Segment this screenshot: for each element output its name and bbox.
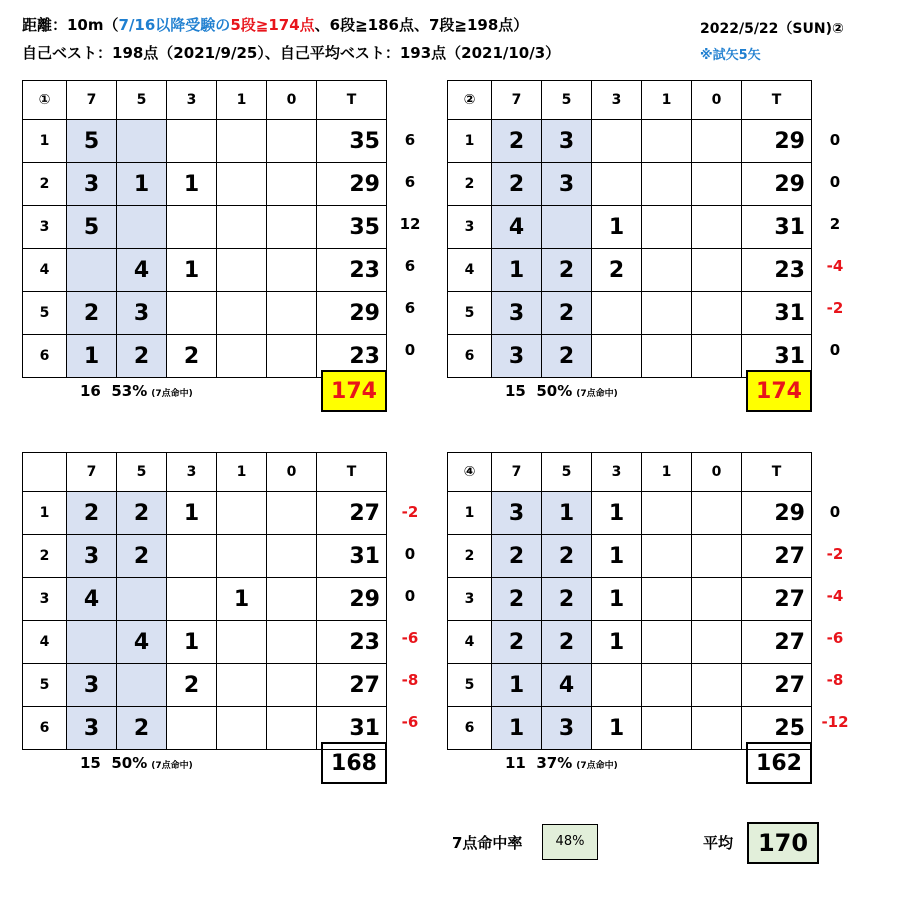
column-header: 7: [492, 453, 542, 492]
hit-count-cell: [692, 335, 742, 378]
score-row: [448, 206, 812, 249]
hit-count-cell: 1: [167, 249, 217, 292]
score-row: [23, 292, 387, 335]
hit-stats: [80, 382, 193, 400]
column-header: 1: [217, 81, 267, 120]
hit-count-cell: 4: [542, 664, 592, 707]
header-row: [448, 81, 812, 120]
end-number: 6: [23, 707, 67, 750]
end-total-cell: 27: [742, 664, 812, 707]
end-number: 2: [448, 163, 492, 206]
column-header: 5: [117, 81, 167, 120]
hit-count-cell: [642, 292, 692, 335]
hit-count-cell: [692, 120, 742, 163]
hit-count-cell: 3: [117, 292, 167, 335]
hit-count-cell: 2: [542, 578, 592, 621]
end-number: 4: [23, 249, 67, 292]
hit-count-cell: [267, 578, 317, 621]
hit-count-cell: [692, 621, 742, 664]
diff-column: [812, 491, 858, 743]
diff-value: 0: [404, 341, 416, 359]
hit-count-cell: 1: [492, 664, 542, 707]
hit-count-cell: 2: [542, 292, 592, 335]
score-row: [23, 535, 387, 578]
hit-count-cell: [692, 292, 742, 335]
diff-value: 0: [404, 587, 416, 605]
hit-count-cell: 2: [492, 163, 542, 206]
hit-count-cell: [267, 120, 317, 163]
score-row: [23, 249, 387, 292]
end-number: 5: [448, 292, 492, 335]
hit-count-cell: [167, 120, 217, 163]
hit-count-cell: [592, 664, 642, 707]
column-header: 1: [642, 81, 692, 120]
hit-count-cell: [692, 578, 742, 621]
hit-count-cell: [642, 621, 692, 664]
column-header: T: [742, 453, 812, 492]
column-header: 5: [542, 81, 592, 120]
end-number: 3: [448, 206, 492, 249]
hit-count-cell: 2: [67, 492, 117, 535]
hit-count-cell: [642, 120, 692, 163]
header-note: ※試矢5矢: [700, 48, 761, 63]
end-number: 2: [448, 535, 492, 578]
diff-value: 0: [404, 545, 416, 563]
diff-value: -6: [401, 629, 419, 647]
score-row: [448, 163, 812, 206]
hit-count-cell: 1: [592, 707, 642, 750]
hit-count-cell: 3: [492, 335, 542, 378]
round-id: ①: [23, 81, 67, 120]
hit-count-cell: [267, 249, 317, 292]
column-header: 7: [67, 453, 117, 492]
hit-count-cell: 1: [592, 535, 642, 578]
hit-count-cell: [642, 707, 692, 750]
hit-count-cell: 3: [492, 492, 542, 535]
hit-count-cell: 3: [67, 163, 117, 206]
score-row: [448, 578, 812, 621]
hit-stats: [80, 754, 193, 772]
diff-value: 6: [404, 173, 416, 191]
end-number: 2: [23, 535, 67, 578]
hit-count-cell: 1: [592, 578, 642, 621]
end-total-cell: 25: [742, 707, 812, 750]
end-total-cell: 29: [742, 120, 812, 163]
hit-count-cell: [267, 163, 317, 206]
end-number: 5: [23, 292, 67, 335]
diff-value: 0: [829, 131, 841, 149]
end-number: 1: [448, 492, 492, 535]
end-total-cell: 29: [317, 578, 387, 621]
hit-count-cell: [217, 120, 267, 163]
column-header: 1: [642, 453, 692, 492]
seven-hit-note: (7点命中): [576, 389, 618, 399]
hit-count-cell: [217, 292, 267, 335]
hit-count-cell: [267, 621, 317, 664]
diff-value: 6: [404, 257, 416, 275]
hit-count-cell: 4: [67, 578, 117, 621]
hit-count-cell: 1: [492, 249, 542, 292]
hit-count-cell: 5: [67, 206, 117, 249]
diff-value: 0: [829, 341, 841, 359]
end-number: 6: [448, 335, 492, 378]
score-row: [448, 621, 812, 664]
header-row: [23, 81, 387, 120]
hit-count-cell: [217, 664, 267, 707]
end-number: 3: [23, 206, 67, 249]
hit-count-cell: 5: [67, 120, 117, 163]
column-header: 7: [67, 81, 117, 120]
hit-count-cell: 2: [117, 335, 167, 378]
round-total: 174: [321, 370, 387, 412]
hit-count-cell: [217, 707, 267, 750]
hit-count-cell: 3: [542, 707, 592, 750]
score-row: [448, 492, 812, 535]
diff-value: -2: [401, 503, 419, 521]
hit-count-cell: 1: [67, 335, 117, 378]
end-total-cell: 27: [742, 578, 812, 621]
score-row: [23, 621, 387, 664]
seven-hit-percent: 37%: [536, 754, 573, 772]
column-header: 3: [167, 453, 217, 492]
hit-count-cell: [217, 335, 267, 378]
score-row: [23, 578, 387, 621]
end-total-cell: 29: [317, 292, 387, 335]
score-row: [23, 163, 387, 206]
seven-hit-count: 15: [80, 754, 101, 772]
column-header: 3: [592, 453, 642, 492]
round-total: 174: [746, 370, 812, 412]
hit-count-cell: 1: [117, 163, 167, 206]
hit-count-cell: [692, 535, 742, 578]
column-header: T: [742, 81, 812, 120]
diff-value: -4: [826, 257, 844, 275]
seven-hit-percent: 53%: [111, 382, 148, 400]
hit-count-cell: [692, 664, 742, 707]
hit-count-cell: 1: [217, 578, 267, 621]
hit-count-cell: [167, 535, 217, 578]
hit-count-cell: 1: [592, 621, 642, 664]
end-total-cell: 23: [317, 335, 387, 378]
end-total-cell: 29: [317, 163, 387, 206]
header-row: [448, 453, 812, 492]
hit-count-cell: [692, 707, 742, 750]
hit-count-cell: [642, 249, 692, 292]
hit-count-cell: [67, 249, 117, 292]
diff-value: -2: [826, 299, 844, 317]
column-header: 0: [692, 81, 742, 120]
hit-count-cell: 4: [492, 206, 542, 249]
hit-count-cell: [267, 292, 317, 335]
hit-count-cell: [167, 292, 217, 335]
hit-count-cell: [642, 206, 692, 249]
diff-value: 0: [829, 173, 841, 191]
hit-count-cell: 2: [542, 335, 592, 378]
column-header: 3: [592, 81, 642, 120]
score-row: [448, 535, 812, 578]
hit-count-cell: [117, 120, 167, 163]
hit-count-cell: 2: [492, 120, 542, 163]
score-row: [23, 664, 387, 707]
hit-count-cell: 1: [592, 492, 642, 535]
end-number: 3: [23, 578, 67, 621]
end-total-cell: 27: [742, 621, 812, 664]
hit-count-cell: 2: [592, 249, 642, 292]
end-total-cell: 31: [317, 707, 387, 750]
header-date: 2022/5/22（SUN)②: [700, 21, 844, 37]
end-number: 5: [448, 664, 492, 707]
score-table: [447, 80, 812, 378]
column-header: 0: [692, 453, 742, 492]
hit-count-cell: 3: [542, 163, 592, 206]
end-total-cell: 27: [742, 535, 812, 578]
seven-hit-count: 11: [505, 754, 526, 772]
header-personal-best: 自己ベスト：198点（2021/9/25）、自己平均ベスト：193点（2021/10/3）: [22, 44, 561, 62]
header-other-thresholds: 、6段≧186点、7段≧198点）: [314, 16, 529, 34]
hit-count-cell: [592, 163, 642, 206]
end-number: 5: [23, 664, 67, 707]
hit-count-cell: [267, 206, 317, 249]
hit-count-cell: 1: [492, 707, 542, 750]
end-total-cell: 23: [317, 249, 387, 292]
seven-hit-count: 15: [505, 382, 526, 400]
hit-count-cell: 3: [492, 292, 542, 335]
diff-value: -12: [821, 713, 849, 731]
hit-count-cell: [642, 535, 692, 578]
diff-value: 6: [404, 131, 416, 149]
hit-count-cell: [117, 578, 167, 621]
average-label: 平均: [703, 834, 734, 852]
average-value: 170: [747, 822, 819, 864]
end-total-cell: 31: [742, 335, 812, 378]
hit-rate-label: 7点命中率: [452, 834, 523, 852]
round-id: ④: [448, 453, 492, 492]
column-header: 1: [217, 453, 267, 492]
hit-count-cell: 1: [167, 492, 217, 535]
diff-column: [387, 119, 433, 371]
hit-count-cell: [267, 707, 317, 750]
score-table: [22, 452, 387, 750]
hit-count-cell: [217, 492, 267, 535]
hit-count-cell: [217, 621, 267, 664]
hit-count-cell: [692, 163, 742, 206]
hit-count-cell: 2: [67, 292, 117, 335]
hit-count-cell: [642, 163, 692, 206]
hit-count-cell: 2: [117, 535, 167, 578]
score-row: [448, 292, 812, 335]
header-exam-date: 7/16以降受験の: [118, 16, 231, 34]
seven-hit-percent: 50%: [536, 382, 573, 400]
hit-count-cell: [642, 492, 692, 535]
hit-count-cell: [542, 206, 592, 249]
end-total-cell: 31: [742, 292, 812, 335]
diff-value: -8: [401, 671, 419, 689]
round-id: [23, 453, 67, 492]
hit-count-cell: 4: [117, 249, 167, 292]
hit-count-cell: 2: [117, 707, 167, 750]
hit-count-cell: [267, 335, 317, 378]
end-total-cell: 29: [742, 163, 812, 206]
column-header: 5: [117, 453, 167, 492]
hit-count-cell: [692, 249, 742, 292]
end-number: 1: [448, 120, 492, 163]
hit-count-cell: 3: [67, 707, 117, 750]
hit-count-cell: [692, 492, 742, 535]
hit-count-cell: 2: [492, 621, 542, 664]
hit-count-cell: [642, 664, 692, 707]
seven-hit-count: 16: [80, 382, 101, 400]
hit-stats: [505, 382, 618, 400]
diff-value: -8: [826, 671, 844, 689]
hit-count-cell: [67, 621, 117, 664]
hit-count-cell: 2: [492, 578, 542, 621]
column-header: 0: [267, 81, 317, 120]
seven-hit-note: (7点命中): [576, 761, 618, 771]
end-number: 4: [448, 621, 492, 664]
hit-count-cell: [217, 535, 267, 578]
hit-count-cell: [217, 206, 267, 249]
hit-count-cell: 2: [492, 535, 542, 578]
end-number: 3: [448, 578, 492, 621]
hit-count-cell: 2: [167, 664, 217, 707]
hit-count-cell: 2: [542, 249, 592, 292]
column-header: 7: [492, 81, 542, 120]
round-total: 168: [321, 742, 387, 784]
end-number: 4: [448, 249, 492, 292]
hit-count-cell: 2: [167, 335, 217, 378]
hit-count-cell: [592, 120, 642, 163]
diff-value: 12: [399, 215, 421, 233]
seven-hit-percent: 50%: [111, 754, 148, 772]
seven-hit-note: (7点命中): [151, 389, 193, 399]
hit-count-cell: [167, 578, 217, 621]
column-header: 0: [267, 453, 317, 492]
round-total: 162: [746, 742, 812, 784]
hit-count-cell: [642, 578, 692, 621]
diff-value: 2: [829, 215, 841, 233]
score-row: [448, 664, 812, 707]
hit-count-cell: 3: [67, 535, 117, 578]
header-distance-line: [22, 14, 528, 35]
diff-value: 6: [404, 299, 416, 317]
hit-count-cell: 3: [542, 120, 592, 163]
end-number: 1: [23, 120, 67, 163]
score-row: [23, 120, 387, 163]
header-5dan-threshold: 5段≧174点: [230, 16, 315, 34]
score-table: [447, 452, 812, 750]
hit-count-cell: 1: [592, 206, 642, 249]
seven-hit-note: (7点命中): [151, 761, 193, 771]
end-total-cell: 31: [742, 206, 812, 249]
end-total-cell: 29: [742, 492, 812, 535]
hit-count-cell: [117, 206, 167, 249]
diff-value: -6: [826, 629, 844, 647]
hit-rate-value: 48%: [542, 824, 598, 860]
column-header: T: [317, 81, 387, 120]
diff-value: 0: [829, 503, 841, 521]
hit-count-cell: [167, 206, 217, 249]
end-number: 4: [23, 621, 67, 664]
end-total-cell: 23: [742, 249, 812, 292]
end-total-cell: 35: [317, 206, 387, 249]
end-number: 2: [23, 163, 67, 206]
diff-column: [812, 119, 858, 371]
hit-count-cell: 2: [117, 492, 167, 535]
hit-count-cell: [117, 664, 167, 707]
end-total-cell: 31: [317, 535, 387, 578]
score-row: [448, 249, 812, 292]
hit-count-cell: [267, 664, 317, 707]
header-distance: 距離：10m（: [22, 16, 119, 34]
hit-count-cell: 1: [542, 492, 592, 535]
hit-count-cell: [217, 249, 267, 292]
end-number: 6: [23, 335, 67, 378]
hit-count-cell: [692, 206, 742, 249]
diff-column: [387, 491, 433, 743]
column-header: T: [317, 453, 387, 492]
hit-count-cell: [642, 335, 692, 378]
score-row: [23, 492, 387, 535]
diff-value: -4: [826, 587, 844, 605]
header-row: [23, 453, 387, 492]
hit-count-cell: 3: [67, 664, 117, 707]
end-number: 6: [448, 707, 492, 750]
round-id: ②: [448, 81, 492, 120]
end-number: 1: [23, 492, 67, 535]
hit-count-cell: 1: [167, 163, 217, 206]
column-header: 3: [167, 81, 217, 120]
hit-count-cell: [167, 707, 217, 750]
diff-value: -2: [826, 545, 844, 563]
hit-count-cell: [217, 163, 267, 206]
hit-count-cell: [592, 292, 642, 335]
hit-count-cell: [592, 335, 642, 378]
column-header: 5: [542, 453, 592, 492]
end-total-cell: 27: [317, 664, 387, 707]
hit-count-cell: 4: [117, 621, 167, 664]
end-total-cell: 27: [317, 492, 387, 535]
diff-value: -6: [401, 713, 419, 731]
hit-count-cell: 2: [542, 621, 592, 664]
hit-stats: [505, 754, 618, 772]
hit-count-cell: [267, 535, 317, 578]
hit-count-cell: 1: [167, 621, 217, 664]
end-total-cell: 35: [317, 120, 387, 163]
score-row: [448, 120, 812, 163]
hit-count-cell: [267, 492, 317, 535]
score-table: [22, 80, 387, 378]
hit-count-cell: 2: [542, 535, 592, 578]
end-total-cell: 23: [317, 621, 387, 664]
score-row: [23, 206, 387, 249]
